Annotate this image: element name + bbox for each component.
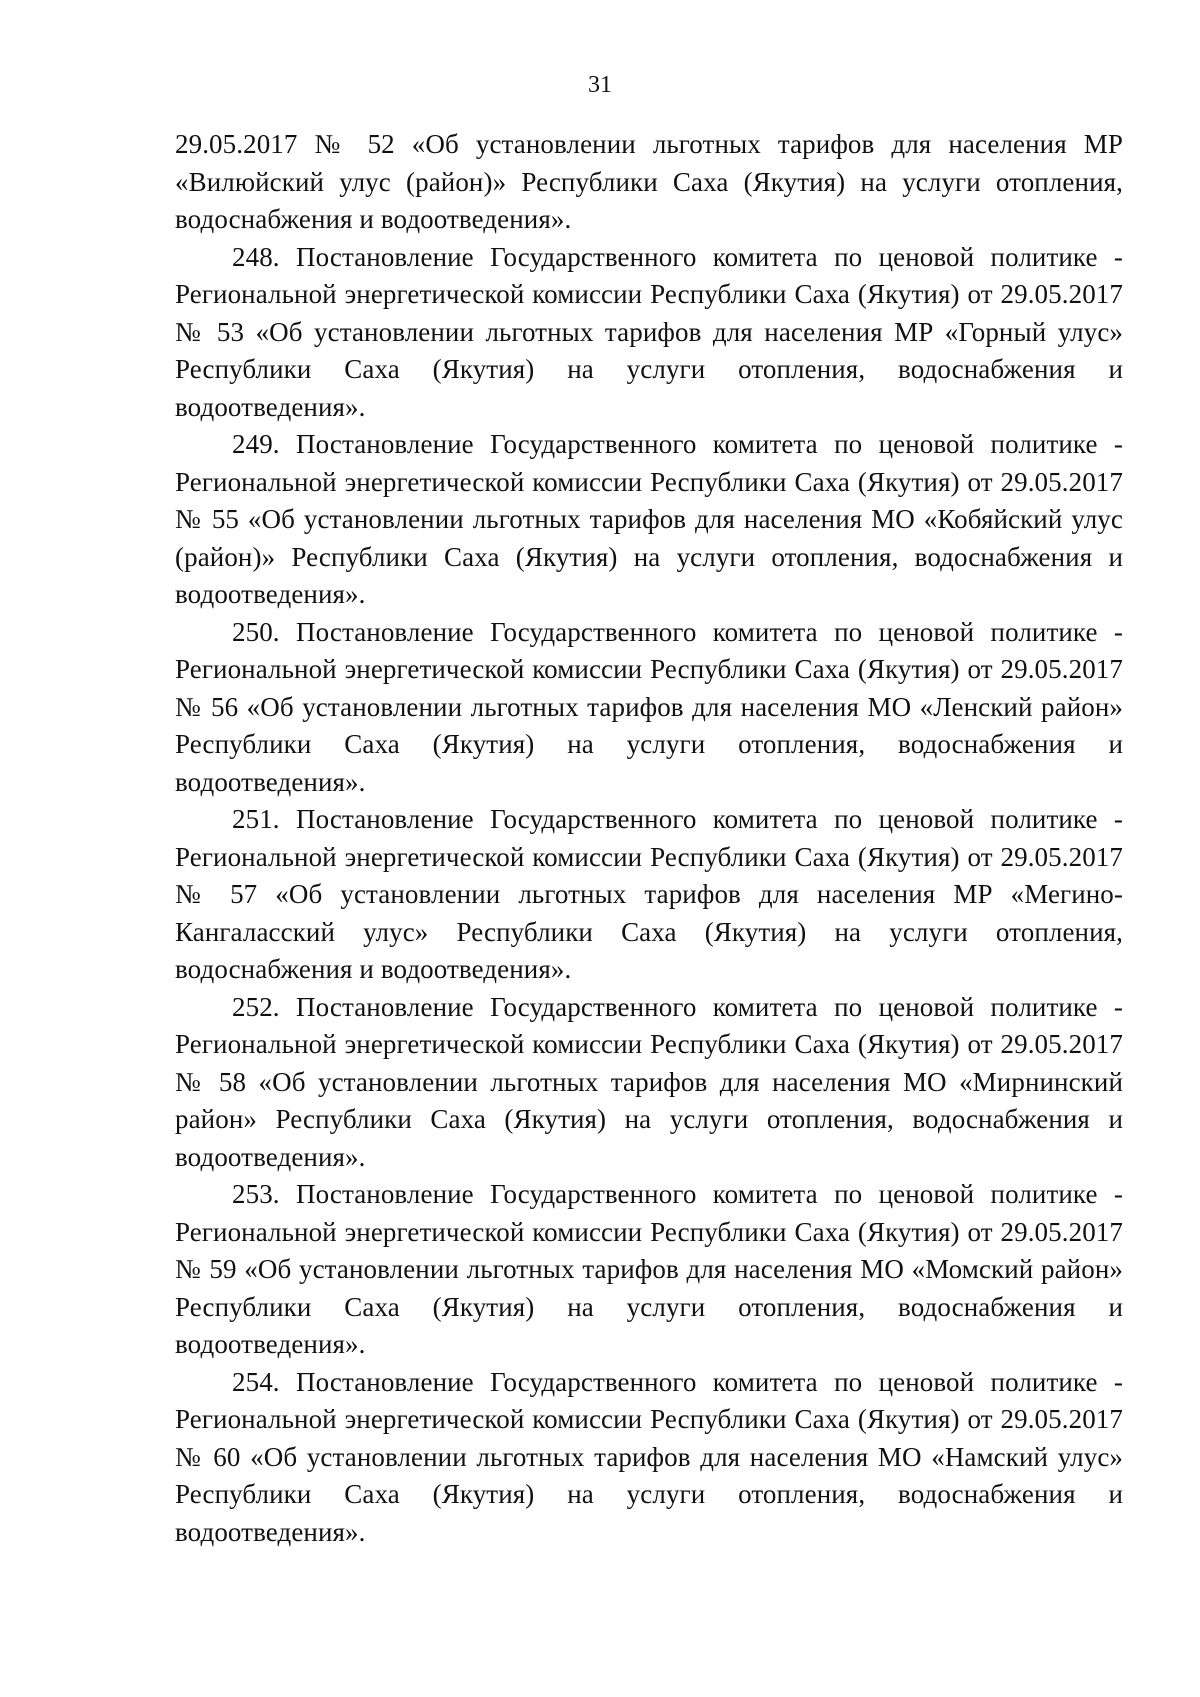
list-item-249: 249. Постановление Государственного комитета по ценовой политике - Региональной энергетической комиссии Республики Саха (Якутия) от 29.05.2017 № 55 «Об установлении льготных тарифов для населения МО «Кобяйский улус (район)» Республики Саха (Якутия) на услуги отопления, водоснабжения и водоотведения». bbox=[175, 429, 1123, 609]
page-number: 31 bbox=[588, 72, 612, 98]
list-item-253: 253. Постановление Государственного комитета по ценовой политике - Региональной энергетической комиссии Республики Саха (Якутия) от 29.05.2017 № 59 «Об установлении льготных тарифов для населения МО «Момский район» Республики Саха (Якутия) на услуги отопления, водоснабжения и водоотведения». bbox=[175, 1179, 1123, 1359]
list-item-252: 252. Постановление Государственного комитета по ценовой политике - Региональной энергетической комиссии Республики Саха (Якутия) от 29.05.2017 № 58 «Об установлении льготных тарифов для населения МО «Мирнинский район» Республики Саха (Якутия) на услуги отопления, водоснабжения и водоотведения». bbox=[175, 991, 1123, 1172]
list-item-251: 251. Постановление Государственного комитета по ценовой политике - Региональной энергетической комиссии Республики Саха (Якутия) от 29.05.2017 № 57 «Об установлении льготных тарифов для населения МР «Мегино-Кангаласский улус» Республики Саха (Якутия) на услуги отопления, водоснабжения и водоотведения». bbox=[175, 804, 1123, 984]
list-item-254: 254. Постановление Государственного комитета по ценовой политике - Региональной энергетической комиссии Республики Саха (Якутия) от 29.05.2017 № 60 «Об установлении льготных тарифов для населения МО «Намский улус» Республики Саха (Якутия) на услуги отопления, водоснабжения и водоотведения». bbox=[175, 1366, 1123, 1547]
document-body bbox=[175, 126, 1123, 1551]
list-item-250: 250. Постановление Государственного комитета по ценовой политике - Региональной энергетической комиссии Республики Саха (Якутия) от 29.05.2017 № 56 «Об установлении льготных тарифов для населения МО «Ленский район» Республики Саха (Якутия) на услуги отопления, водоснабжения и водоотведения». bbox=[175, 616, 1123, 797]
list-item-248: 248. Постановление Государственного комитета по ценовой политике - Региональной энергетической комиссии Республики Саха (Якутия) от 29.05.2017 № 53 «Об установлении льготных тарифов для населения МР «Горный улус» Республики Саха (Якутия) на услуги отопления, водоснабжения и водоотведения». bbox=[175, 241, 1123, 422]
paragraph-continuation: 29.05.2017 № 52 «Об установлении льготных тарифов для населения МР «Вилюйский улус (район)» Республики Саха (Якутия) на услуги отопления, водоснабжения и водоотведения». bbox=[175, 129, 1123, 234]
